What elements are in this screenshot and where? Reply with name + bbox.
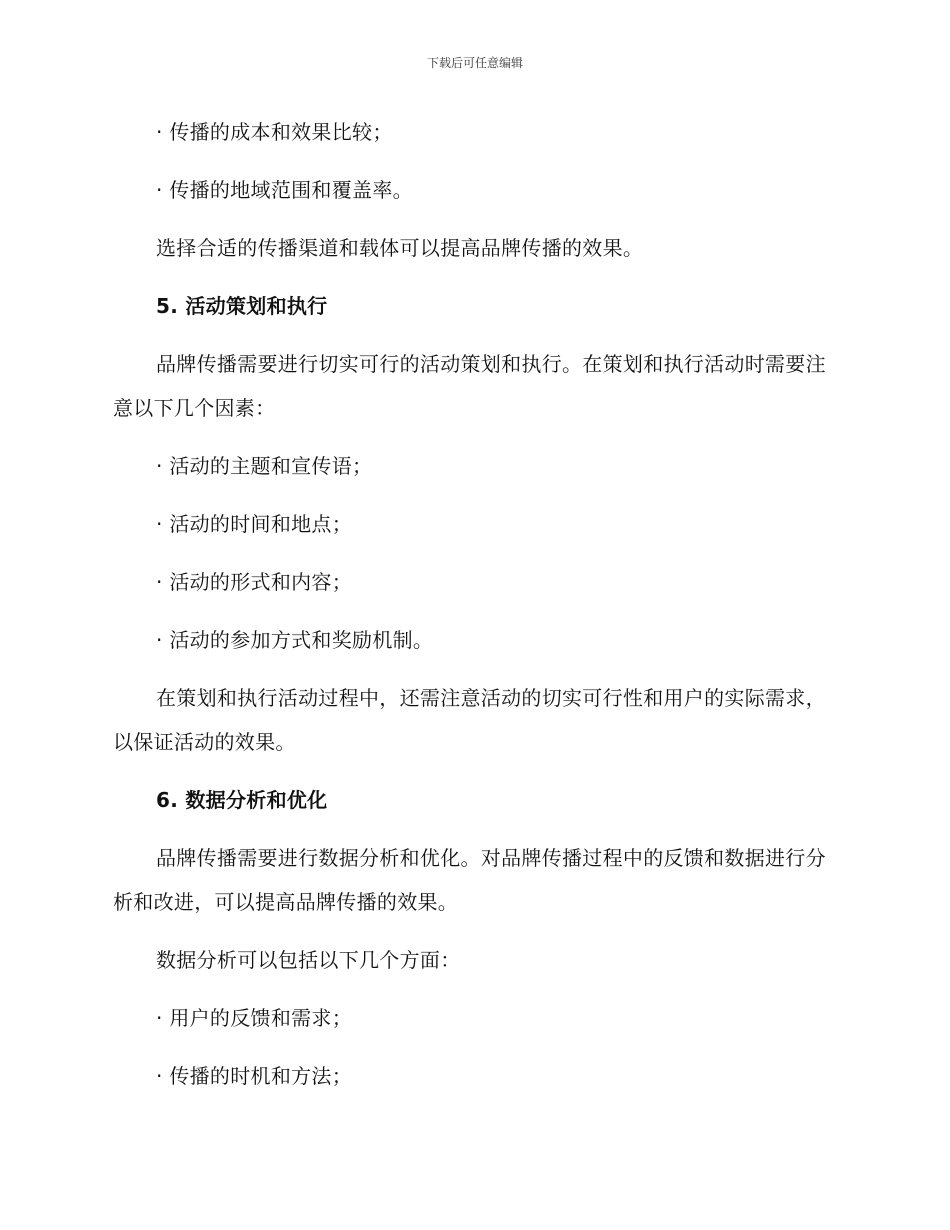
bullet-item: · 活动的形式和内容； — [156, 570, 353, 594]
paragraph: 品牌传播需要进行数据分析和优化。对品牌传播过程中的反馈和数据进行分析和改进，可以提高品牌传播的效果。 — [113, 846, 826, 914]
bullet-item: · 活动的参加方式和奖励机制。 — [156, 628, 434, 652]
bullet-item: · 用户的反馈和需求； — [156, 1006, 353, 1030]
document-body — [113, 110, 833, 1098]
section-heading: 6. 数据分析和优化 — [156, 788, 328, 812]
paragraph: 在策划和执行活动过程中，还需注意活动的切实可行性和用户的实际需求，以保证活动的效果。 — [113, 686, 826, 754]
bullet-item: · 传播的成本和效果比较； — [156, 120, 393, 144]
section-heading: 5. 活动策划和执行 — [156, 294, 328, 318]
paragraph: 数据分析可以包括以下几个方面： — [156, 948, 461, 972]
bullet-item: · 活动的时间和地点； — [156, 512, 353, 536]
bullet-item: · 活动的主题和宣传语； — [156, 454, 373, 478]
paragraph: 选择合适的传播渠道和载体可以提高品牌传播的效果。 — [156, 236, 644, 260]
paragraph: 品牌传播需要进行切实可行的活动策划和执行。在策划和执行活动时需要注意以下几个因素： — [113, 352, 826, 420]
page-header: 下载后可任意编辑 — [426, 56, 523, 70]
bullet-item: · 传播的时机和方法； — [156, 1064, 353, 1088]
bullet-item: · 传播的地域范围和覆盖率。 — [156, 178, 413, 202]
